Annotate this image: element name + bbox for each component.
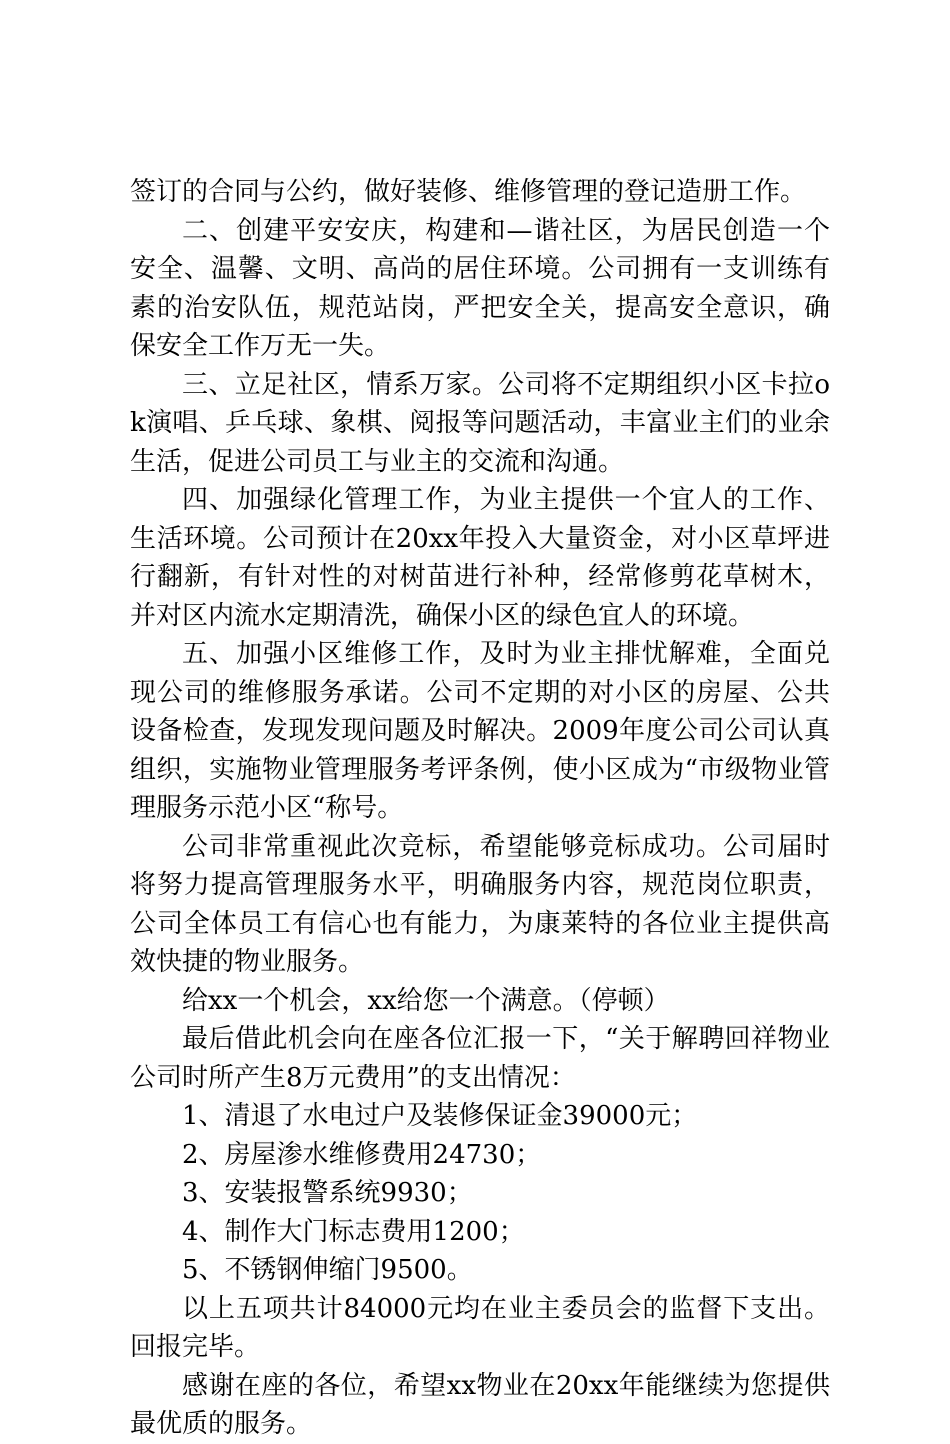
paragraph-safety: 二、创建平安安庆，构建和—谐社区，为居民创造一个安全、温馨、文明、高尚的居住环境。公司拥有一支训练有素的治安队伍，规范站岗，严把安全关，提高安全意识，确保安全工作万无一失。 <box>130 215 830 361</box>
expense-item-1: 1、清退了水电过户及装修保证金39000元； <box>182 1101 698 1131</box>
expense-item-3: 3、安装报警系统9930； <box>182 1178 473 1208</box>
expense-item-4: 4、制作大门标志费用1200； <box>182 1216 525 1247</box>
paragraph-community: 三、立足社区，情系万家。公司将不定期组织小区卡拉ok演唱、乒乓球、象棋、阅报等问题活动，丰富业主们的业余生活，促进公司员工与业主的交流和沟通。 <box>130 369 830 477</box>
paragraph-report-intro: 最后借此机会向在座各位汇报一下，“关于解聘回祥物业公司时所产生8万元费用”的支出情况： <box>130 1024 830 1093</box>
paragraph-maintenance: 五、加强小区维修工作，及时为业主排忧解难，全面兑现公司的维修服务承诺。公司不定期的对小区的房屋、公共设备检查，发现发现问题及时解决。2009年度公司公司认真组织，实施物业管理服务考评条例，使小区成为“市级物业管理服务示范小区“称号。 <box>130 639 830 823</box>
document-body <box>130 173 830 1444</box>
paragraph-total: 以上五项共计84000元均在业主委员会的监督下支出。回报完毕。 <box>130 1293 830 1362</box>
paragraph-slogan: 给xx一个机会，xx给您一个满意。（停顿） <box>182 985 670 1016</box>
expense-item-2: 2、房屋渗水维修费用24730； <box>182 1139 542 1170</box>
expense-item-5: 5、不锈钢伸缩门9500。 <box>182 1255 473 1285</box>
paragraph-continuation: 签订的合同与公约，做好装修、维修管理的登记造册工作。 <box>130 177 807 207</box>
paragraph-bid: 公司非常重视此次竞标，希望能够竞标成功。公司届时将努力提高管理服务水平，明确服务内容，规范岗位职责，公司全体员工有信心也有能力，为康莱特的各位业主提供高效快捷的物业服务。 <box>130 831 830 977</box>
paragraph-greening: 四、加强绿化管理工作，为业主提供一个宜人的工作、生活环境。公司预计在20xx年投入大量资金，对小区草坪进行翻新，有针对性的对树苗进行补种，经常修剪花草树木，并对区内流水定期清洗，确保小区的绿色宜人的环境。 <box>130 485 830 631</box>
paragraph-closing: 感谢在座的各位，希望xx物业在20xx年能继续为您提供最优质的服务。 <box>130 1370 830 1439</box>
